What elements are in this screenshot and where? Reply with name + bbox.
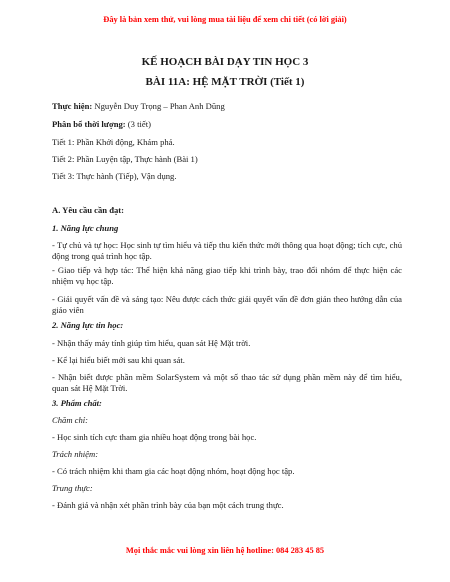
author-label: Thực hiện: xyxy=(52,101,93,111)
hotline-notice-bottom: Mọi thắc mắc vui lòng xin liên hệ hotline: 084 283 45 85 xyxy=(125,546,325,555)
duration-line xyxy=(52,119,402,130)
author-value: Nguyễn Duy Trọng – Phan Anh Dũng xyxy=(92,101,225,111)
paragraph-problem-solving: - Giải quyết vấn đề và sáng tạo: Nêu được cách thức giải quyết vấn đề đơn giản theo hướng dẫn của giáo viên xyxy=(52,294,402,315)
paragraph-self-study: - Tự chủ và tự học: Học sinh tự tìm hiểu và tiếp thu kiến thức mới thông qua hoạt động; tích cực, chủ động trong quá trình học tập. xyxy=(52,240,402,261)
duration-value: (3 tiết) xyxy=(125,119,151,129)
period-2: Tiết 2: Phần Luyện tập, Thực hành (Bài 1) xyxy=(52,154,198,164)
subheading-diligence: Chăm chỉ: xyxy=(52,415,89,425)
paragraph-solarsystem: - Nhận biết được phần mềm SolarSystem và một số thao tác sử dụng phần mềm này để tìm hiểu, quan sát Hệ Mặt Trời. xyxy=(52,372,402,393)
subheading-responsibility: Trách nhiệm: xyxy=(52,449,99,459)
paragraph-honesty: - Đánh giá và nhận xét phần trình bày của bạn một cách trung thực. xyxy=(52,500,284,510)
period-3: Tiết 3: Thực hành (Tiếp), Vận dụng. xyxy=(52,171,177,181)
section-a-heading: A. Yêu cầu cần đạt: xyxy=(52,205,125,215)
preview-notice-top: Đây là bản xem thử, vui lòng mua tài liệu để xem chi tiết (có lời giải) xyxy=(103,15,347,24)
period-1: Tiết 1: Phần Khởi động, Khám phá. xyxy=(52,137,175,147)
duration-label: Phân bổ thời lượng: xyxy=(52,119,126,129)
lesson-title: BÀI 11A: HỆ MẶT TRỜI (Tiết 1) xyxy=(145,76,305,88)
subheading-honesty: Trung thực: xyxy=(52,483,93,493)
heading-it-competence: 2. Năng lực tin học: xyxy=(52,320,124,330)
paragraph-diligence: - Học sinh tích cực tham gia nhiều hoạt động trong bài học. xyxy=(52,432,257,442)
paragraph-observe: - Nhận thấy máy tính giúp tìm hiểu, quan sát Hệ Mặt trời. xyxy=(52,338,251,348)
document-title: KẾ HOẠCH BÀI DẠY TIN HỌC 3 xyxy=(141,56,309,68)
heading-qualities: 3. Phẩm chất: xyxy=(52,398,102,408)
paragraph-responsibility: - Có trách nhiệm khi tham gia các hoạt động nhóm, hoạt động học tập. xyxy=(52,466,295,476)
paragraph-communication: - Giao tiếp và hợp tác: Thể hiện khả năng giao tiếp khi trình bày, trao đổi nhóm để thực hiện các nhiệm vụ học tập. xyxy=(52,265,402,286)
paragraph-retell: - Kể lại hiểu biết mới sau khi quan sát. xyxy=(52,355,185,365)
author-line xyxy=(52,101,402,112)
heading-general-competence: 1. Năng lực chung xyxy=(52,223,119,233)
